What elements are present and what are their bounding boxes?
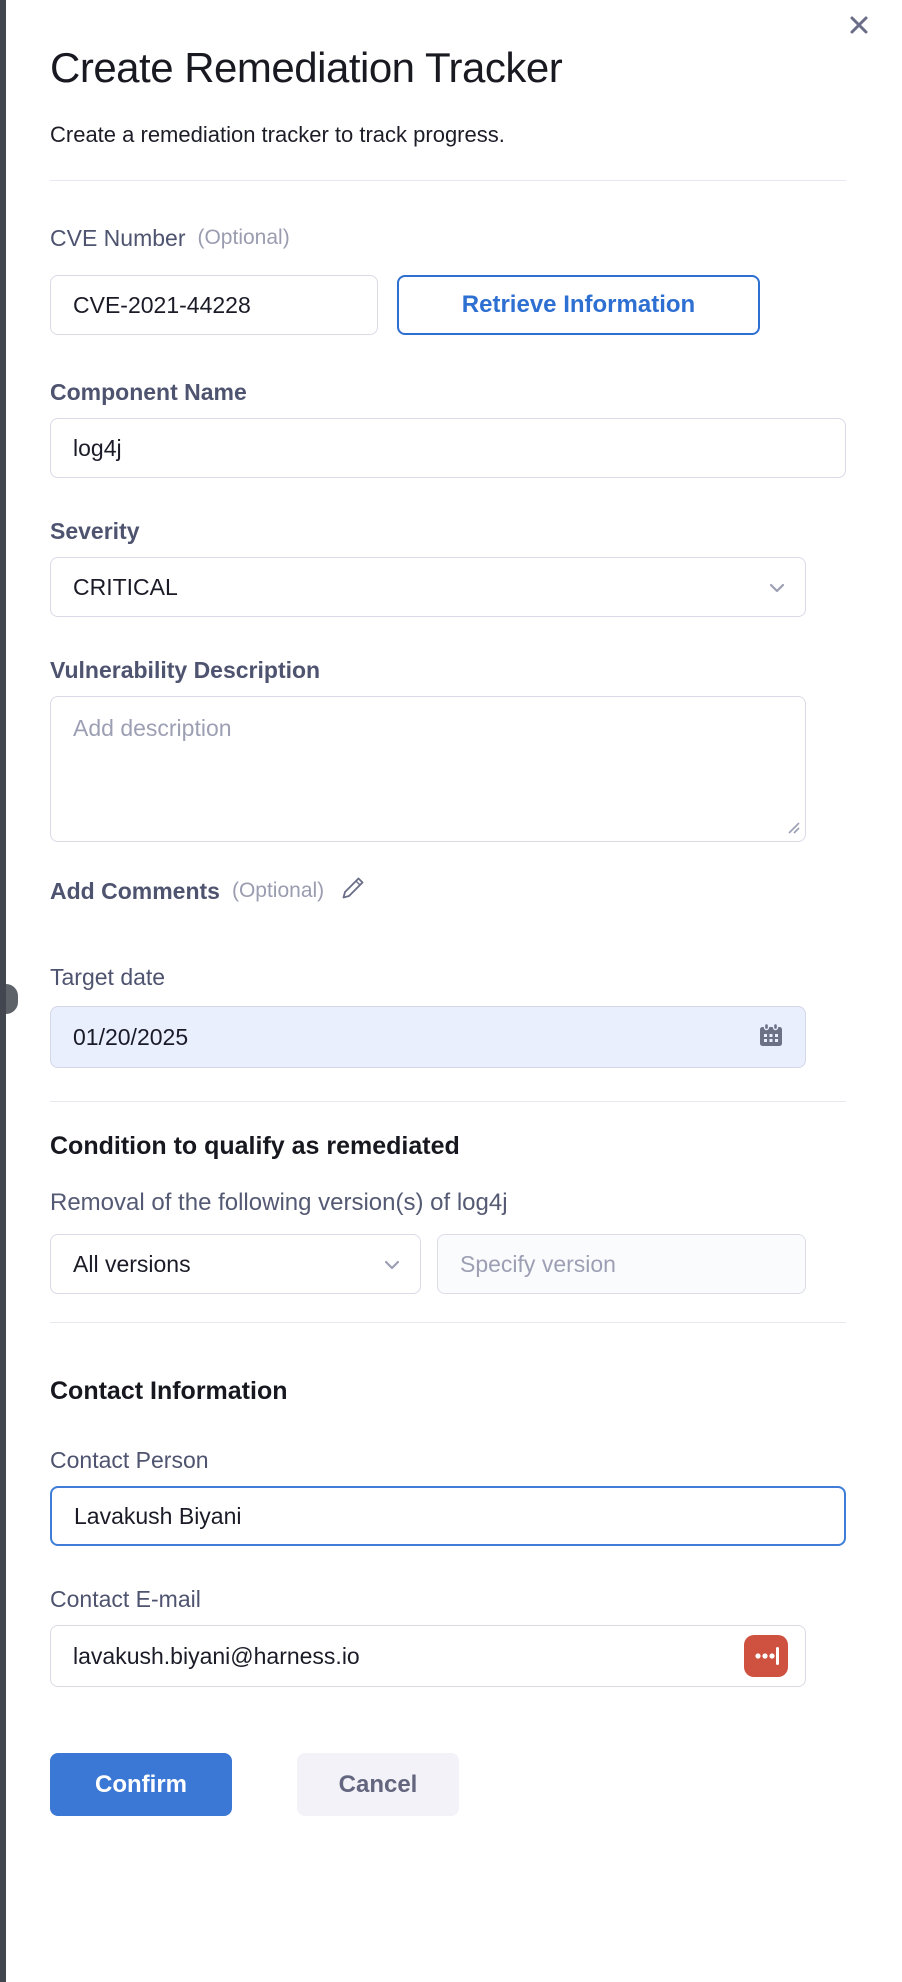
pencil-icon (338, 873, 368, 908)
divider (50, 1322, 846, 1323)
divider (50, 1101, 846, 1102)
contact-person-input[interactable] (50, 1486, 846, 1546)
version-scope-select[interactable] (50, 1234, 421, 1294)
vulnerability-description-label: Vulnerability Description (50, 657, 321, 683)
contact-person-label: Contact Person (50, 1447, 209, 1473)
contact-email-label: Contact E-mail (50, 1586, 201, 1612)
edit-comments-button[interactable] (338, 873, 368, 908)
divider (50, 180, 846, 181)
close-button[interactable] (842, 10, 876, 44)
severity-label: Severity (50, 518, 140, 544)
retrieve-information-button[interactable]: Retrieve Information (397, 275, 760, 335)
target-date-input[interactable] (50, 1006, 806, 1068)
add-comments-label: Add Comments (Optional) (50, 877, 325, 904)
optional-tag: (Optional) (231, 878, 325, 902)
target-date-label: Target date (50, 964, 166, 990)
condition-subheading: Removal of the following version(s) of log4j (50, 1189, 508, 1216)
optional-tag: (Optional) (197, 226, 290, 249)
calendar-icon (755, 1019, 787, 1056)
component-name-label: Component Name (50, 379, 247, 405)
severity-selected-value: CRITICAL (73, 573, 178, 600)
page-title: Create Remediation Tracker (50, 44, 563, 91)
condition-heading: Condition to qualify as remediated (50, 1132, 460, 1160)
version-scope-value: All versions (73, 1250, 191, 1277)
confirm-button[interactable]: Confirm (50, 1753, 232, 1816)
target-date-value: 01/20/2025 (73, 1023, 189, 1050)
dialog-subtitle: Create a remediation tracker to track progress. (50, 122, 505, 147)
cve-number-input[interactable] (50, 275, 378, 335)
chevron-down-icon (765, 576, 789, 606)
vulnerability-description-textarea[interactable] (50, 696, 806, 842)
resize-grip-icon[interactable] (785, 819, 801, 840)
cancel-button[interactable]: Cancel (297, 1753, 459, 1816)
specify-version-input[interactable] (437, 1234, 806, 1294)
contact-email-input[interactable] (50, 1625, 806, 1687)
chevron-down-icon (380, 1253, 404, 1283)
component-name-input[interactable] (50, 418, 846, 478)
contact-information-heading: Contact Information (50, 1377, 288, 1405)
cve-number-label: CVE Number (Optional) (50, 225, 290, 251)
close-icon (844, 10, 874, 45)
password-manager-icon[interactable] (744, 1635, 788, 1677)
severity-select[interactable] (50, 557, 806, 617)
